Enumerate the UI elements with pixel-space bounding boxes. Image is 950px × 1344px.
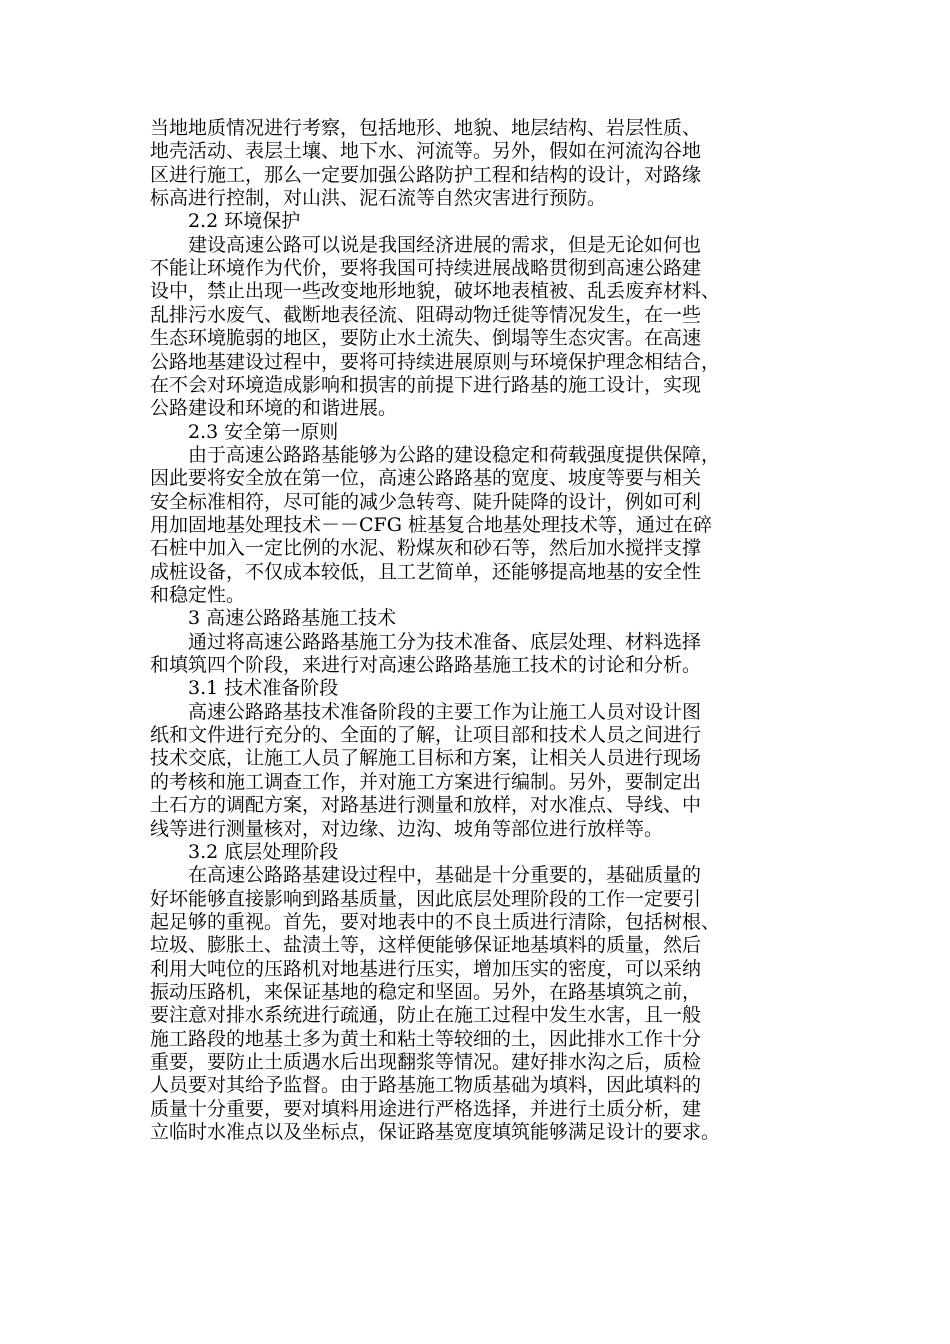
- paragraph-start-line: 由于高速公路路基能够为公路的建设稳定和荷载强度提供保障，: [188, 443, 721, 466]
- text-line: 的考核和施工调查工作，并对施工方案进行编制。另外，要制定出: [150, 770, 702, 793]
- text-line: 标高进行控制，对山洪、泥石流等自然灾害进行预防。: [150, 187, 607, 210]
- text-line: 成桩设备，不仅成本较低，且工艺简单，还能够提高地基的安全性: [150, 560, 702, 583]
- text-line: 垃圾、膨胀土、盐渍土等，这样便能够保证地基填料的质量，然后: [150, 934, 702, 957]
- text-line: 好坏能够直接影响到路基质量，因此底层处理阶段的工作一定要引: [150, 887, 702, 910]
- text-line: 立临时水准点以及坐标点，保证路基宽度填筑能够满足设计的要求。: [150, 1121, 721, 1144]
- text-line: 和稳定性。: [150, 584, 246, 606]
- text-line: 人员要对其给予监督。由于路基施工物质基础为填料，因此填料的: [150, 1074, 702, 1097]
- text-line: 乱排污水废气、截断地表径流、阻碍动物迁徙等情况发生，在一些: [150, 303, 702, 326]
- text-line: 设中，禁止出现一些改变地形地貌，破坏地表植被、乱丢废弃材料、: [150, 280, 721, 303]
- text-line: 要注意对排水系统进行疏通，防止在施工过程中发生水害，且一般: [150, 1004, 702, 1027]
- paragraph-start-line: 2.3 安全第一原则: [188, 420, 339, 443]
- text-line: 因此要将安全放在第一位，高速公路路基的宽度、坡度等要与相关: [150, 467, 702, 490]
- text-line: 质量十分重要，要对填料用途进行严格选择，并进行土质分析，建: [150, 1097, 702, 1120]
- paragraph-start-line: 建设高速公路可以说是我国经济进展的需求，但是无论如何也: [188, 233, 702, 256]
- text-line: 技术交底，让施工人员了解施工目标和方案，让相关人员进行现场: [150, 747, 702, 770]
- text-line: 和填筑四个阶段，来进行对高速公路路基施工技术的讨论和分析。: [150, 654, 702, 677]
- paragraph-start-line: 高速公路路基技术准备阶段的主要工作为让施工人员对设计图: [188, 700, 702, 723]
- text-line: 不能让环境作为代价，要将我国可持续进展战略贯彻到高速公路建: [150, 257, 702, 280]
- text-line: 公路建设和环境的和谐进展。: [150, 397, 398, 420]
- text-line: 石桩中加入一定比例的水泥、粉煤灰和砂石等，然后加水搅拌支撑: [150, 537, 702, 560]
- text-line: 线等进行测量核对，对边缘、边沟、坡角等部位进行放样等。: [150, 817, 664, 840]
- paragraph-start-line: 3.1 技术准备阶段: [188, 677, 339, 700]
- paragraph-start-line: 通过将高速公路路基施工分为技术准备、底层处理、材料选择: [188, 630, 702, 653]
- text-line: 纸和文件进行充分的、全面的了解，让项目部和技术人员之间进行: [150, 724, 702, 747]
- text-line: 安全标准相符，尽可能的减少急转弯、陡升陡降的设计，例如可利: [150, 490, 702, 513]
- paragraph-start-line: 2.2 环境保护: [188, 210, 301, 233]
- text-line: 土石方的调配方案，对路基进行测量和放样，对水准点、导线、中: [150, 794, 702, 817]
- text-line: 在不会对环境造成影响和损害的前提下进行路基的施工设计，实现: [150, 373, 702, 396]
- text-line: 当地地质情况进行考察，包括地形、地貌、地层结构、岩层性质、: [150, 117, 702, 139]
- text-line: 区进行施工，那么一定要加强公路防护工程和结构的设计，对路缘: [150, 163, 702, 186]
- text-line: 利用大吨位的压路机对地基进行压实，增加压实的密度，可以采纳: [150, 957, 702, 980]
- text-line: 地壳活动、表层土壤、地下水、河流等。另外，假如在河流沟谷地: [150, 140, 702, 163]
- text-line: 施工路段的地基土多为黄土和粘土等较细的土，因此排水工作十分: [150, 1027, 702, 1050]
- text-line: 振动压路机，来保证基地的稳定和坚固。另外，在路基填筑之前，: [150, 980, 702, 1003]
- text-line: 起足够的重视。首先，要对地表中的不良土质进行清除，包括树根、: [150, 910, 721, 933]
- text-line: 用加固地基处理技术－－CFG 桩基复合地基处理技术等，通过在碎: [150, 513, 712, 536]
- text-line: 重要，要防止土质遇水后出现翻浆等情况。建好排水沟之后，质检: [150, 1051, 702, 1073]
- paragraph-start-line: 在高速公路路基建设过程中，基础是十分重要的，基础质量的: [188, 864, 702, 887]
- text-line: 公路地基建设过程中，要将可持续进展原则与环境保护理念相结合，: [150, 350, 721, 373]
- text-line: 生态环境脆弱的地区，要防止水土流失、倒塌等生态灾害。在高速: [150, 327, 702, 350]
- paragraph-start-line: 3.2 底层处理阶段: [188, 840, 339, 863]
- paragraph-start-line: 3 高速公路路基施工技术: [188, 607, 397, 630]
